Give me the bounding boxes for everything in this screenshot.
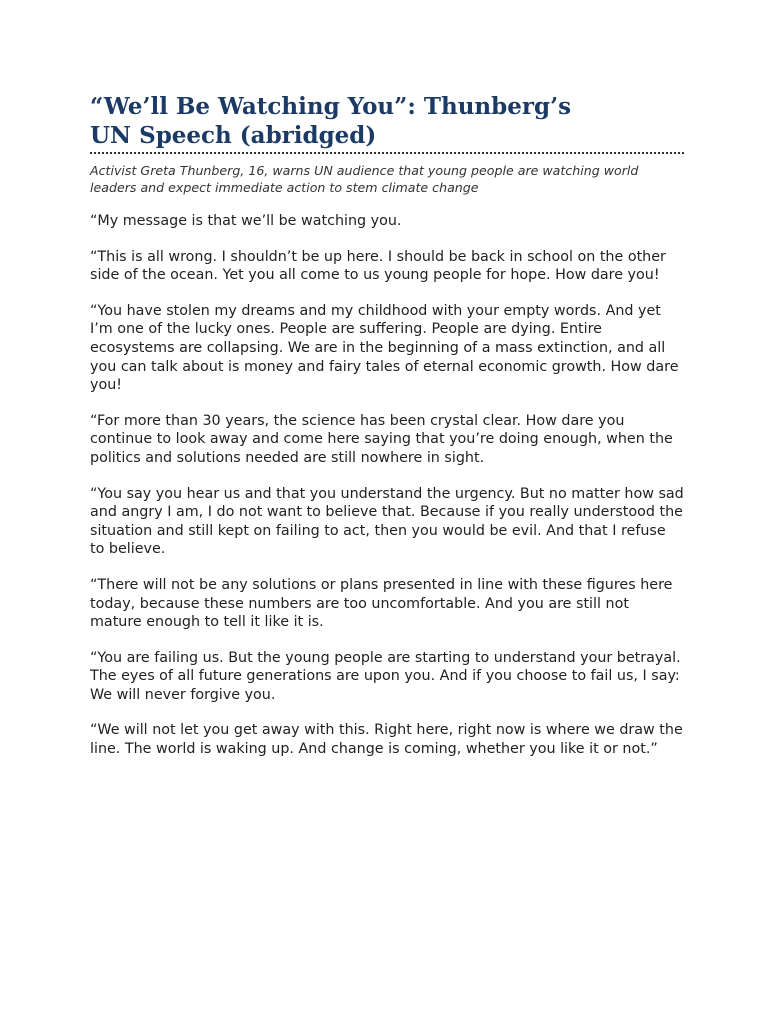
article (90, 92, 684, 776)
article-title-line-2: UN Speech (abridged) (90, 122, 377, 149)
article-title-line-1: “We’ll Be Watching You”: Thunberg’s (90, 93, 572, 120)
paragraph-5: “You say you hear us and that you understand the urgency. But no matter how sad and angry I am, I do not want to believe that. Because if you really understood the situation and still kept on failing to act, then you would be evil. And that I refuse to believe. (90, 485, 684, 558)
paragraph-8: “We will not let you get away with this. Right here, right now is where we draw the line. The world is waking up. And change is coming, whether you like it or not.” (90, 722, 683, 758)
paragraph-1: “My message is that we’ll be watching you. (90, 213, 402, 229)
paragraph-4: “For more than 30 years, the science has been crystal clear. How dare you continue to look away and come here saying that you’re doing enough, when the politics and solutions needed are still nowhere in sight. (90, 412, 673, 466)
article-title (90, 92, 684, 154)
article-body (90, 212, 684, 759)
paragraph-6: “There will not be any solutions or plans presented in line with these figures here today, because these numbers are too uncomfortable. And you are still not mature enough to tell it like it is. (90, 576, 673, 631)
article-subtitle: Activist Greta Thunberg, 16, warns UN audience that young people are watching world leaders and expect immediate action to stem climate change (90, 163, 639, 195)
paragraph-7: “You are failing us. But the young people are starting to understand your betrayal. The eyes of all future generations are upon you. And if you choose to fail us, I say: We will never forgive you. (90, 649, 681, 703)
paragraph-2: “This is all wrong. I shouldn’t be up here. I should be back in school on the other side of the ocean. Yet you all come to us young people for hope. How dare you! (90, 248, 666, 284)
paragraph-3: “You have stolen my dreams and my childhood with your empty words. And yet I’m one of the lucky ones. People are suffering. People are dying. Entire ecosystems are collapsing. We are in the beginning of a mass extinction, and all you can talk about is money and fairy tales of eternal economic growth. How dare you! (90, 302, 679, 394)
